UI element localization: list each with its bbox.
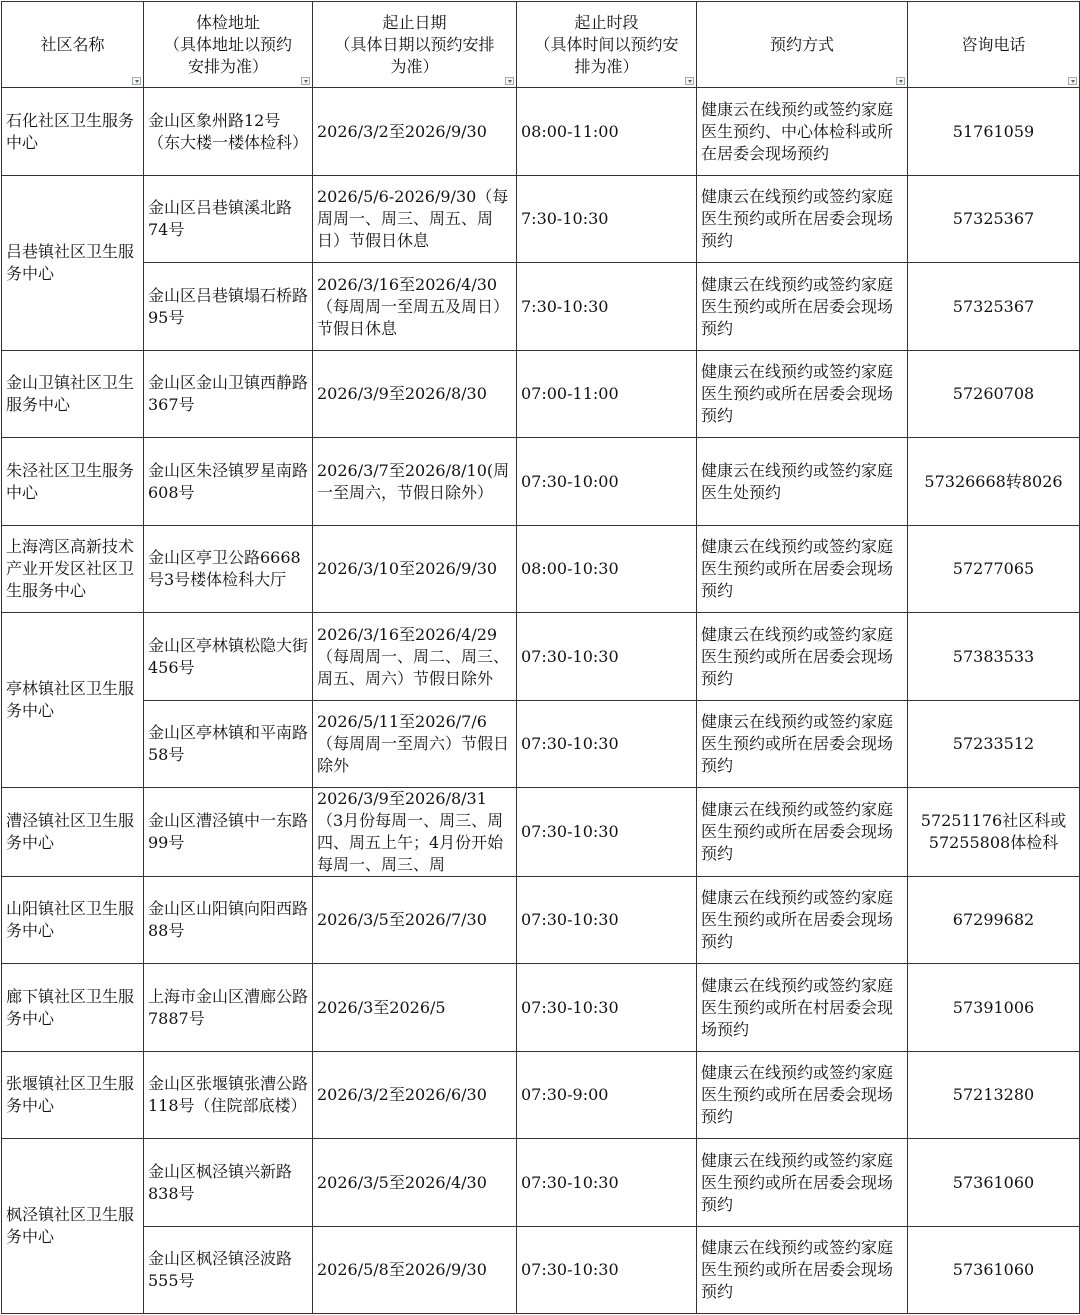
community-name-cell: 漕泾镇社区卫生服务中心 — [2, 788, 144, 877]
date-range-cell — [313, 788, 517, 877]
address-cell: 金山区漕泾镇中一东路99号 — [144, 788, 313, 877]
community-name-cell: 金山卫镇社区卫生服务中心 — [2, 351, 144, 438]
header-date: 起止日期 （具体日期以预约安排 为准） — [313, 2, 517, 88]
booking-method-cell: 健康云在线预约或签约家庭医生预约或所在居委会现场预约 — [697, 263, 908, 351]
table-row — [2, 1052, 1080, 1139]
booking-method-cell: 健康云在线预约或签约家庭医生预约或所在居委会现场预约 — [697, 351, 908, 438]
table-row — [2, 964, 1080, 1052]
community-name-cell: 石化社区卫生服务中心 — [2, 88, 144, 176]
table-row — [2, 88, 1080, 176]
table-row — [2, 1227, 1080, 1314]
phone-cell: 57326668转8026 — [908, 438, 1080, 526]
booking-method-cell: 健康云在线预约或签约家庭医生预约或所在居委会现场预约 — [697, 877, 908, 964]
address-cell: 金山区朱泾镇罗星南路608号 — [144, 438, 313, 526]
address-cell: 金山区枫泾镇泾波路555号 — [144, 1227, 313, 1314]
time-slot-cell: 07:30-10:30 — [517, 1139, 697, 1227]
address-cell: 金山区枫泾镇兴新路838号 — [144, 1139, 313, 1227]
phone-cell: 57391006 — [908, 964, 1080, 1052]
time-slot-cell: 7:30-10:30 — [517, 176, 697, 263]
date-range-cell: 2026/3/16至2026/4/29（每周周一、周二、周三、周五、周六）节假日除外 — [313, 613, 517, 701]
phone-cell: 57233512 — [908, 701, 1080, 788]
header-method: 预约方式 — [697, 2, 908, 88]
booking-method-cell: 健康云在线预约或签约家庭医生预约或所在居委会现场预约 — [697, 701, 908, 788]
booking-method-cell: 健康云在线预约或签约家庭医生预约或所在居委会现场预约 — [697, 526, 908, 613]
time-slot-cell: 07:30-10:30 — [517, 964, 697, 1052]
table-row — [2, 701, 1080, 788]
date-range-cell: 2026/3至2026/5 — [313, 964, 517, 1052]
booking-method-cell: 健康云在线预约或签约家庭医生预约或所在居委会现场预约 — [697, 1052, 908, 1139]
date-range-cell: 2026/3/10至2026/9/30 — [313, 526, 517, 613]
address-cell: 金山区张堰镇张漕公路118号（住院部底楼） — [144, 1052, 313, 1139]
address-cell: 金山区象州路12号（东大楼一楼体检科） — [144, 88, 313, 176]
filter-dropdown-icon[interactable] — [301, 77, 310, 85]
time-slot-cell: 07:30-10:30 — [517, 877, 697, 964]
community-name-cell: 廊下镇社区卫生服务中心 — [2, 964, 144, 1052]
header-time: 起止时段 （具体时间以预约安 排为准） — [517, 2, 697, 88]
date-range-cell: 2026/3/5至2026/4/30 — [313, 1139, 517, 1227]
time-slot-cell: 07:30-10:30 — [517, 1227, 697, 1314]
time-slot-cell: 08:00-11:00 — [517, 88, 697, 176]
address-cell: 金山区吕巷镇塌石桥路95号 — [144, 263, 313, 351]
phone-cell: 57260708 — [908, 351, 1080, 438]
community-name-cell: 亭林镇社区卫生服务中心 — [2, 613, 144, 788]
date-range-cell: 2026/5/11至2026/7/6（每周周一至周六）节假日除外 — [313, 701, 517, 788]
table-row — [2, 788, 1080, 877]
phone-cell: 57277065 — [908, 526, 1080, 613]
phone-cell: 57361060 — [908, 1227, 1080, 1314]
date-range-cell: 2026/3/5至2026/7/30 — [313, 877, 517, 964]
phone-cell: 67299682 — [908, 877, 1080, 964]
phone-cell: 57213280 — [908, 1052, 1080, 1139]
date-range-cell: 2026/3/7至2026/8/10(周一至周六，节假日除外） — [313, 438, 517, 526]
table-row — [2, 351, 1080, 438]
filter-dropdown-icon[interactable] — [132, 77, 141, 85]
address-cell: 金山区亭卫公路6668号3号楼体检科大厅 — [144, 526, 313, 613]
booking-method-cell: 健康云在线预约或签约家庭医生预约或所在居委会现场预约 — [697, 788, 908, 877]
header-address: 体检地址 （具体地址以预约 安排为准） — [144, 2, 313, 88]
community-name-cell: 枫泾镇社区卫生服务中心 — [2, 1139, 144, 1314]
date-range-cell: 2026/3/2至2026/9/30 — [313, 88, 517, 176]
table-row — [2, 613, 1080, 701]
table-row — [2, 1139, 1080, 1227]
time-slot-cell: 07:00-11:00 — [517, 351, 697, 438]
booking-method-cell: 健康云在线预约或签约家庭医生预约或所在居委会现场预约 — [697, 1227, 908, 1314]
address-cell: 金山区山阳镇向阳西路88号 — [144, 877, 313, 964]
date-range-cell: 2026/5/8至2026/9/30 — [313, 1227, 517, 1314]
header-phone: 咨询电话 — [908, 2, 1080, 88]
community-name-cell: 朱泾社区卫生服务中心 — [2, 438, 144, 526]
address-cell: 金山区亭林镇松隐大街456号 — [144, 613, 313, 701]
date-range-cell: 2026/3/9至2026/8/30 — [313, 351, 517, 438]
community-name-cell: 山阳镇社区卫生服务中心 — [2, 877, 144, 964]
time-slot-cell: 08:00-10:30 — [517, 526, 697, 613]
booking-method-cell: 健康云在线预约或签约家庭医生预约或所在村居委会现场预约 — [697, 964, 908, 1052]
time-slot-cell: 07:30-10:30 — [517, 613, 697, 701]
table-row — [2, 877, 1080, 964]
filter-dropdown-icon[interactable] — [505, 77, 514, 85]
phone-cell: 57361060 — [908, 1139, 1080, 1227]
phone-cell: 57325367 — [908, 176, 1080, 263]
address-cell: 金山区吕巷镇溪北路74号 — [144, 176, 313, 263]
phone-cell: 57325367 — [908, 263, 1080, 351]
community-name-cell: 张堰镇社区卫生服务中心 — [2, 1052, 144, 1139]
phone-cell: 51761059 — [908, 88, 1080, 176]
table-row — [2, 438, 1080, 526]
date-range-cell: 2026/5/6-2026/9/30（每周周一、周三、周五、周日）节假日休息 — [313, 176, 517, 263]
date-range-cell: 2026/3/16至2026/4/30（每周周一至周五及周日）节假日休息 — [313, 263, 517, 351]
address-cell: 金山区亭林镇和平南路58号 — [144, 701, 313, 788]
time-slot-cell: 07:30-10:30 — [517, 788, 697, 877]
filter-dropdown-icon[interactable] — [896, 77, 905, 85]
time-slot-cell: 7:30-10:30 — [517, 263, 697, 351]
filter-dropdown-icon[interactable] — [1068, 77, 1077, 85]
date-range-cell: 2026/3/2至2026/6/30 — [313, 1052, 517, 1139]
table-row — [2, 526, 1080, 613]
table-row — [2, 176, 1080, 263]
date-range-text: 2026/3/9至2026/8/31（3月份每周一、周三、周四、周五上午；4月份开始每周一、周三、周 — [317, 789, 504, 874]
phone-cell: 57383533 — [908, 613, 1080, 701]
time-slot-cell: 07:30-10:30 — [517, 701, 697, 788]
booking-method-cell: 健康云在线预约或签约家庭医生预约或所在居委会现场预约 — [697, 176, 908, 263]
table-row — [2, 263, 1080, 351]
community-name-cell: 吕巷镇社区卫生服务中心 — [2, 176, 144, 351]
booking-method-cell: 健康云在线预约或签约家庭医生处预约 — [697, 438, 908, 526]
phone-cell: 57251176社区科或57255808体检科 — [908, 788, 1080, 877]
booking-method-cell: 健康云在线预约或签约家庭医生预约或所在居委会现场预约 — [697, 613, 908, 701]
booking-method-cell: 健康云在线预约或签约家庭医生预约或所在居委会现场预约 — [697, 1139, 908, 1227]
address-cell: 上海市金山区漕廊公路7887号 — [144, 964, 313, 1052]
header-row — [2, 2, 1080, 88]
schedule-table — [1, 1, 1080, 1314]
time-slot-cell: 07:30-9:00 — [517, 1052, 697, 1139]
community-name-cell: 上海湾区高新技术产业开发区社区卫生服务中心 — [2, 526, 144, 613]
booking-method-cell: 健康云在线预约或签约家庭医生预约、中心体检科或所在居委会现场预约 — [697, 88, 908, 176]
time-slot-cell: 07:30-10:00 — [517, 438, 697, 526]
address-cell: 金山区金山卫镇西静路367号 — [144, 351, 313, 438]
filter-dropdown-icon[interactable] — [685, 77, 694, 85]
header-name: 社区名称 — [2, 2, 144, 88]
